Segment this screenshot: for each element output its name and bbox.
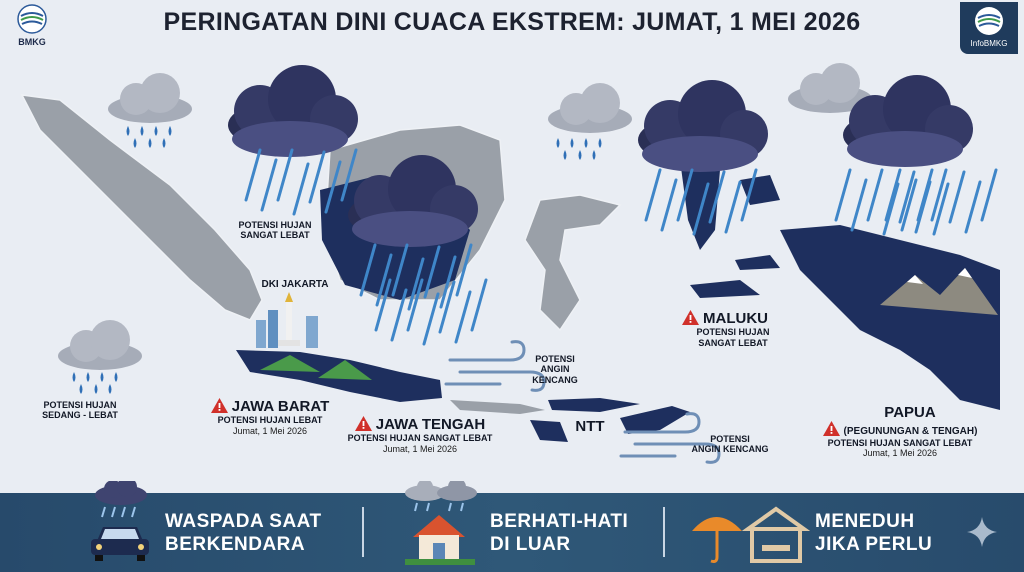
papua-sub: (PEGUNUNGAN & TENGAH) xyxy=(843,426,978,438)
ntt-label: NTT xyxy=(575,418,605,435)
sulawesi-island xyxy=(525,195,620,330)
bmkg-logo-text: BMKG xyxy=(18,37,46,47)
ntt-desc: POTENSI ANGIN KENCANG xyxy=(691,434,769,455)
warning-icon xyxy=(211,398,228,413)
warning-icon xyxy=(823,421,840,436)
car-in-rain-icon xyxy=(85,481,155,567)
infobmkg-logo-text: InfoBMKG xyxy=(970,39,1008,48)
monas-monument-icon xyxy=(256,292,318,348)
jawa-tengah-name: JAWA TENGAH xyxy=(375,416,486,433)
house-in-rain-icon xyxy=(395,481,485,569)
dki-jakarta-label: DKI JAKARTA xyxy=(261,279,329,290)
jawa-barat-block xyxy=(195,398,345,436)
jawa-tengah-block xyxy=(335,416,505,454)
papua-date: Jumat, 1 Mei 2026 xyxy=(862,448,938,459)
java-wind-desc: POTENSI ANGIN KENCANG xyxy=(532,354,578,385)
maluku-block xyxy=(665,310,785,348)
page-title: PERINGATAN DINI CUACA EKSTREM: JUMAT, 1 MEI 2026 xyxy=(163,8,861,36)
papua-name: PAPUA xyxy=(884,404,936,421)
warning-icon xyxy=(355,416,372,431)
footer-divider xyxy=(663,507,665,557)
footer-divider xyxy=(362,507,364,557)
jawa-tengah-date: Jumat, 1 Mei 2026 xyxy=(382,443,458,454)
north-sumatra-desc: POTENSI HUJAN SEDANG - LEBAT xyxy=(42,400,118,421)
papua-block xyxy=(800,404,1000,458)
kalimantan-desc: POTENSI HUJAN SANGAT LEBAT xyxy=(238,220,312,241)
papua-island-alert xyxy=(780,225,1000,410)
maluku-name: MALUKU xyxy=(703,310,768,327)
umbrella-shelter-icon xyxy=(690,503,810,567)
jawa-barat-date: Jumat, 1 Mei 2026 xyxy=(232,425,308,436)
jawa-barat-name: JAWA BARAT xyxy=(231,398,330,415)
papua-desc: POTENSI HUJAN SANGAT LEBAT xyxy=(827,437,973,448)
footer-banner xyxy=(0,493,1024,572)
jawa-tengah-desc: POTENSI HUJAN SANGAT LEBAT xyxy=(347,433,493,444)
sparkle-icon xyxy=(965,515,999,549)
footer-item-shelter: MENEDUH JIKA PERLU xyxy=(815,511,933,555)
warning-icon xyxy=(682,310,699,325)
maluku-desc: POTENSI HUJAN SANGAT LEBAT xyxy=(696,327,770,348)
footer-item-drive: WASPADA SAAT BERKENDARA xyxy=(165,511,322,555)
footer-item-outside: BERHATI-HATI DI LUAR xyxy=(490,511,629,555)
maluku-islands-alert xyxy=(680,150,780,298)
jawa-barat-desc: POTENSI HUJAN LEBAT xyxy=(217,415,323,426)
